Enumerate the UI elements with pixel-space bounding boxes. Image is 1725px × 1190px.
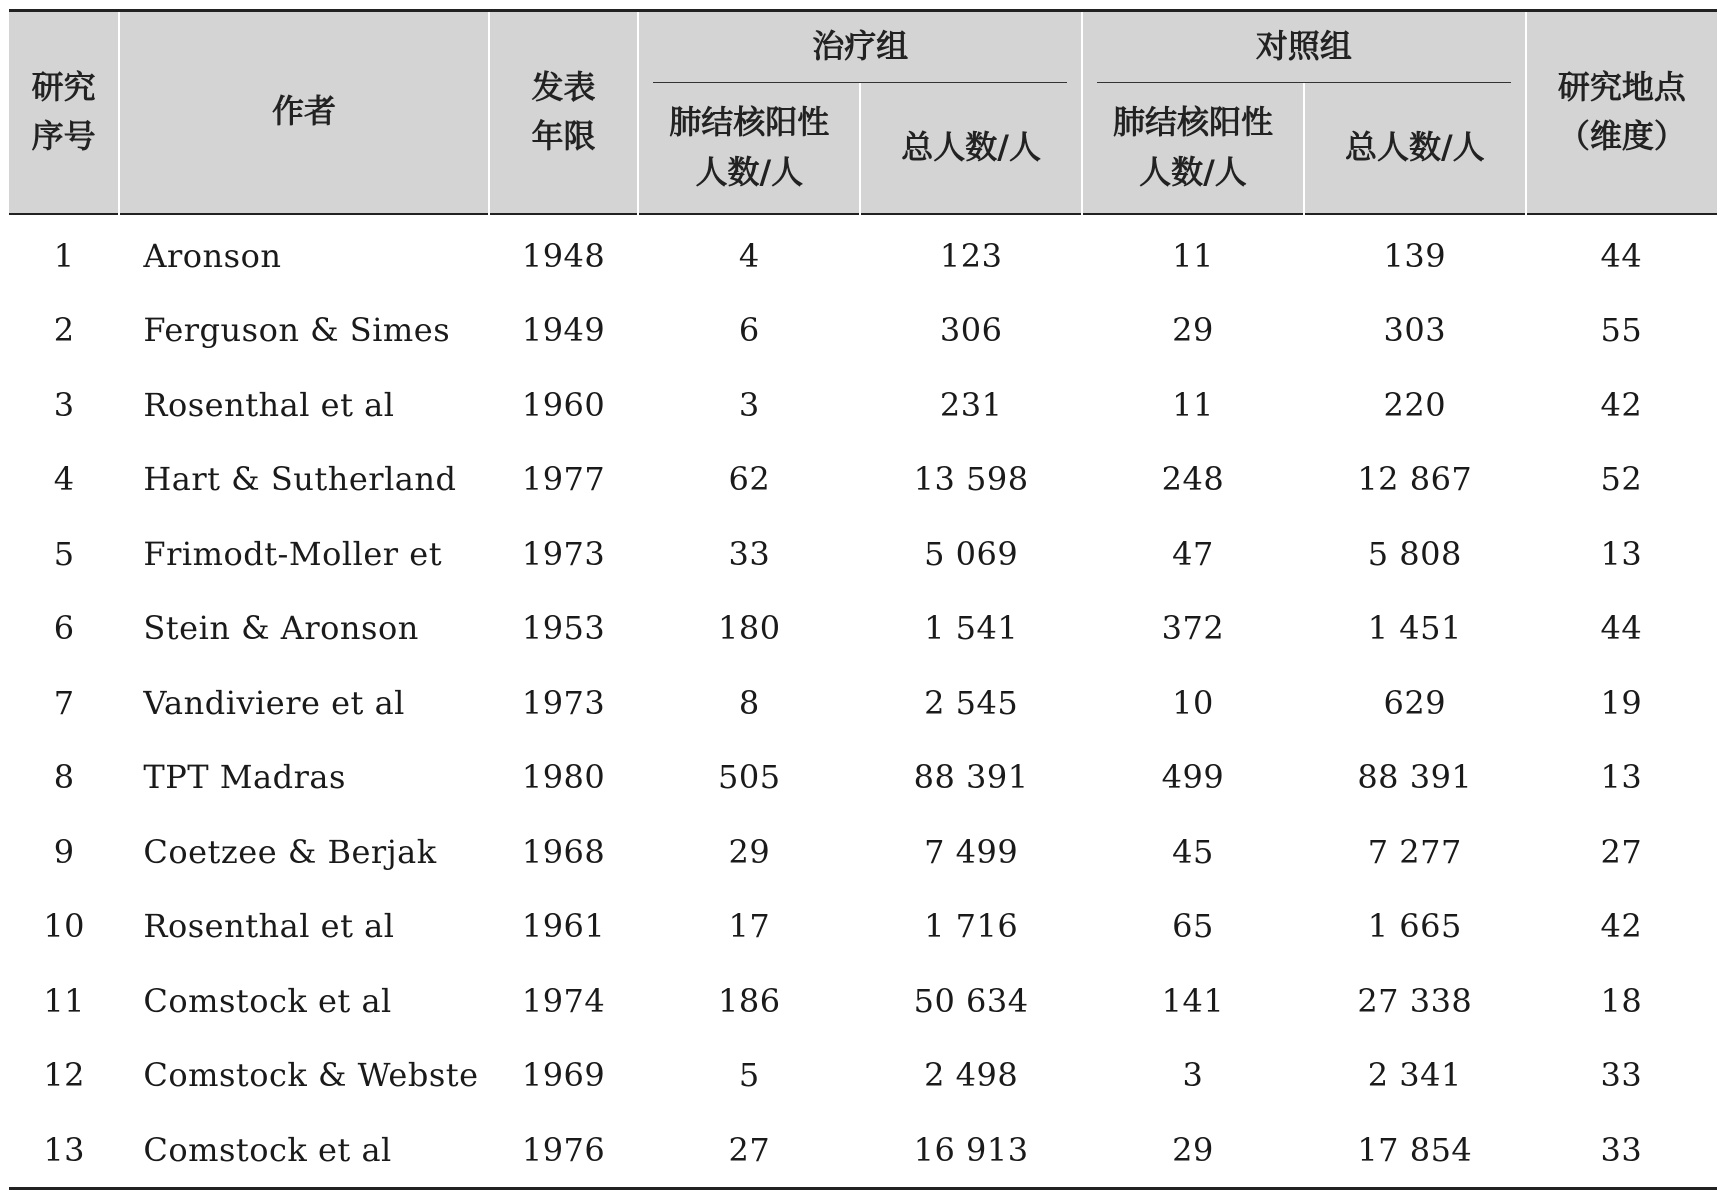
cell-year: 1976 — [521, 1130, 606, 1169]
cell-treatment-total: 123 — [939, 236, 1003, 275]
cell-latitude: 42 — [1600, 385, 1643, 424]
cell-treatment-tb-positive: 5 — [738, 1056, 760, 1095]
cell-study-number: 9 — [53, 832, 75, 871]
cell-control-total: 88 391 — [1357, 758, 1473, 797]
cell-year: 1953 — [521, 609, 606, 648]
header-treatment-tb-positive-line1: 肺结核阳性 — [669, 102, 830, 141]
cell-control-tb-positive: 45 — [1172, 832, 1214, 871]
cell-study-number: 2 — [53, 311, 75, 350]
table-body — [9, 214, 1717, 1189]
cell-study-number: 3 — [53, 385, 75, 424]
table-row — [9, 889, 1717, 964]
table-row — [9, 368, 1717, 443]
cell-control-total: 220 — [1383, 385, 1447, 424]
cell-treatment-total: 13 598 — [913, 460, 1029, 499]
header-control-total: 总人数/人 — [1304, 83, 1526, 214]
cell-treatment-tb-positive: 33 — [728, 534, 771, 573]
table-row — [9, 815, 1717, 890]
header-study-number — [9, 11, 119, 214]
header-study-number-line1: 研究 — [31, 67, 96, 106]
cell-author: Ferguson & Simes — [143, 311, 451, 350]
cell-latitude: 52 — [1600, 460, 1643, 499]
cell-treatment-tb-positive: 6 — [738, 311, 760, 350]
cell-author: Frimodt-Moller et — [143, 534, 443, 573]
cell-latitude: 55 — [1600, 311, 1643, 350]
cell-author: Coetzee & Berjak — [143, 832, 437, 871]
cell-latitude: 27 — [1600, 832, 1643, 871]
header-treatment-tb-positive — [638, 83, 860, 214]
cell-year: 1977 — [521, 460, 606, 499]
cell-study-number: 10 — [43, 907, 86, 946]
cell-control-tb-positive: 248 — [1161, 460, 1225, 499]
table-row — [9, 591, 1717, 666]
header-control-group: 对照组 — [1082, 11, 1526, 83]
cell-treatment-total: 7 499 — [924, 832, 1019, 871]
cell-treatment-total: 1 716 — [924, 907, 1019, 946]
cell-study-number: 1 — [53, 236, 75, 275]
cell-author: Hart & Sutherland — [143, 460, 457, 499]
cell-author: Rosenthal et al — [143, 907, 395, 946]
table-row — [9, 442, 1717, 517]
header-location-latitude — [1526, 11, 1717, 214]
cell-latitude: 13 — [1600, 758, 1643, 797]
table-row — [9, 964, 1717, 1039]
table-row — [9, 293, 1717, 368]
cell-treatment-tb-positive: 505 — [718, 758, 781, 797]
table-row — [9, 517, 1717, 592]
cell-control-total: 1 451 — [1367, 609, 1462, 648]
cell-latitude: 19 — [1600, 683, 1643, 722]
cell-treatment-tb-positive: 3 — [738, 385, 760, 424]
header-year-line1: 发表 — [531, 67, 596, 106]
cell-control-tb-positive: 3 — [1182, 1056, 1204, 1095]
cell-study-number: 8 — [53, 758, 75, 797]
header-year-line2: 年限 — [531, 117, 596, 156]
cell-author: Rosenthal et al — [143, 385, 395, 424]
header-study-number-line2: 序号 — [31, 117, 96, 156]
cell-study-number: 13 — [43, 1130, 86, 1169]
cell-control-total: 12 867 — [1357, 460, 1473, 499]
cell-year: 1948 — [521, 236, 606, 275]
cell-year: 1974 — [521, 981, 606, 1020]
table-header — [9, 11, 1717, 214]
cell-treatment-total: 50 634 — [913, 981, 1029, 1020]
cell-author: Comstock et al — [143, 1130, 392, 1169]
cell-control-tb-positive: 65 — [1172, 907, 1214, 946]
cell-year: 1949 — [521, 311, 606, 350]
cell-latitude: 33 — [1600, 1130, 1643, 1169]
header-treatment-total: 总人数/人 — [860, 83, 1082, 214]
header-author: 作者 — [119, 11, 488, 214]
cell-control-total: 303 — [1383, 311, 1447, 350]
cell-control-total: 7 277 — [1367, 832, 1462, 871]
cell-author: Vandiviere et al — [143, 683, 405, 722]
header-control-tb-positive-line1: 肺结核阳性 — [1112, 102, 1273, 141]
cell-study-number: 5 — [53, 534, 75, 573]
cell-control-total: 17 854 — [1357, 1130, 1473, 1169]
cell-year: 1980 — [521, 758, 606, 797]
cell-control-total: 139 — [1383, 236, 1447, 275]
cell-treatment-total: 16 913 — [913, 1130, 1029, 1169]
cell-treatment-tb-positive: 186 — [718, 981, 781, 1020]
cell-latitude: 18 — [1600, 981, 1643, 1020]
cell-control-total: 2 341 — [1367, 1056, 1462, 1095]
header-control-tb-positive-line2: 人数/人 — [1139, 152, 1247, 191]
cell-control-tb-positive: 29 — [1172, 311, 1214, 350]
cell-control-total: 27 338 — [1357, 981, 1473, 1020]
cell-latitude: 44 — [1600, 236, 1643, 275]
cell-author: Comstock & Webste — [143, 1056, 479, 1095]
cell-treatment-total: 2 545 — [924, 683, 1019, 722]
bcg-trials-table-container — [9, 9, 1717, 1190]
cell-control-tb-positive: 372 — [1161, 609, 1225, 648]
table-row — [9, 1038, 1717, 1113]
cell-treatment-tb-positive: 4 — [738, 236, 760, 275]
cell-control-tb-positive: 10 — [1172, 683, 1214, 722]
cell-treatment-total: 1 541 — [924, 609, 1019, 648]
cell-treatment-tb-positive: 180 — [718, 609, 781, 648]
cell-treatment-tb-positive: 17 — [728, 907, 771, 946]
table-row — [9, 740, 1717, 815]
cell-control-total: 629 — [1383, 683, 1447, 722]
cell-control-total: 1 665 — [1367, 907, 1462, 946]
header-treatment-group: 治疗组 — [638, 11, 1082, 83]
cell-treatment-tb-positive: 29 — [728, 832, 771, 871]
cell-control-tb-positive: 499 — [1161, 758, 1225, 797]
cell-author: Aronson — [143, 236, 282, 275]
cell-author: Comstock et al — [143, 981, 392, 1020]
cell-study-number: 6 — [53, 609, 75, 648]
cell-control-tb-positive: 29 — [1172, 1130, 1214, 1169]
cell-study-number: 4 — [53, 460, 75, 499]
table-row — [9, 219, 1717, 294]
cell-control-tb-positive: 11 — [1172, 236, 1214, 275]
cell-year: 1973 — [521, 683, 606, 722]
header-year — [489, 11, 639, 214]
cell-author: Stein & Aronson — [143, 609, 419, 648]
cell-control-tb-positive: 11 — [1172, 385, 1214, 424]
cell-year: 1968 — [521, 832, 606, 871]
cell-control-tb-positive: 141 — [1161, 981, 1225, 1020]
cell-latitude: 33 — [1600, 1056, 1643, 1095]
header-location-line2: （维度） — [1557, 117, 1686, 156]
cell-latitude: 42 — [1600, 907, 1643, 946]
cell-study-number: 12 — [43, 1056, 86, 1095]
cell-control-tb-positive: 47 — [1172, 534, 1214, 573]
table-row — [9, 1113, 1717, 1189]
table-row — [9, 666, 1717, 741]
cell-study-number: 11 — [43, 981, 86, 1020]
cell-treatment-total: 231 — [939, 385, 1003, 424]
cell-treatment-total: 306 — [939, 311, 1003, 350]
cell-author: TPT Madras — [143, 758, 346, 797]
header-treatment-tb-positive-line2: 人数/人 — [695, 152, 804, 191]
cell-year: 1969 — [521, 1056, 606, 1095]
cell-treatment-total: 5 069 — [924, 534, 1019, 573]
header-location-line1: 研究地点 — [1557, 67, 1686, 106]
cell-latitude: 13 — [1600, 534, 1643, 573]
cell-treatment-tb-positive: 27 — [728, 1130, 771, 1169]
cell-year: 1973 — [521, 534, 606, 573]
cell-year: 1960 — [521, 385, 606, 424]
bcg-trials-table — [9, 9, 1717, 1190]
cell-treatment-tb-positive: 62 — [728, 460, 771, 499]
cell-latitude: 44 — [1600, 609, 1643, 648]
cell-control-total: 5 808 — [1367, 534, 1462, 573]
cell-treatment-total: 2 498 — [924, 1056, 1019, 1095]
header-control-tb-positive — [1082, 83, 1304, 214]
cell-treatment-tb-positive: 8 — [738, 683, 760, 722]
cell-study-number: 7 — [53, 683, 75, 722]
cell-treatment-total: 88 391 — [913, 758, 1029, 797]
cell-year: 1961 — [521, 907, 606, 946]
